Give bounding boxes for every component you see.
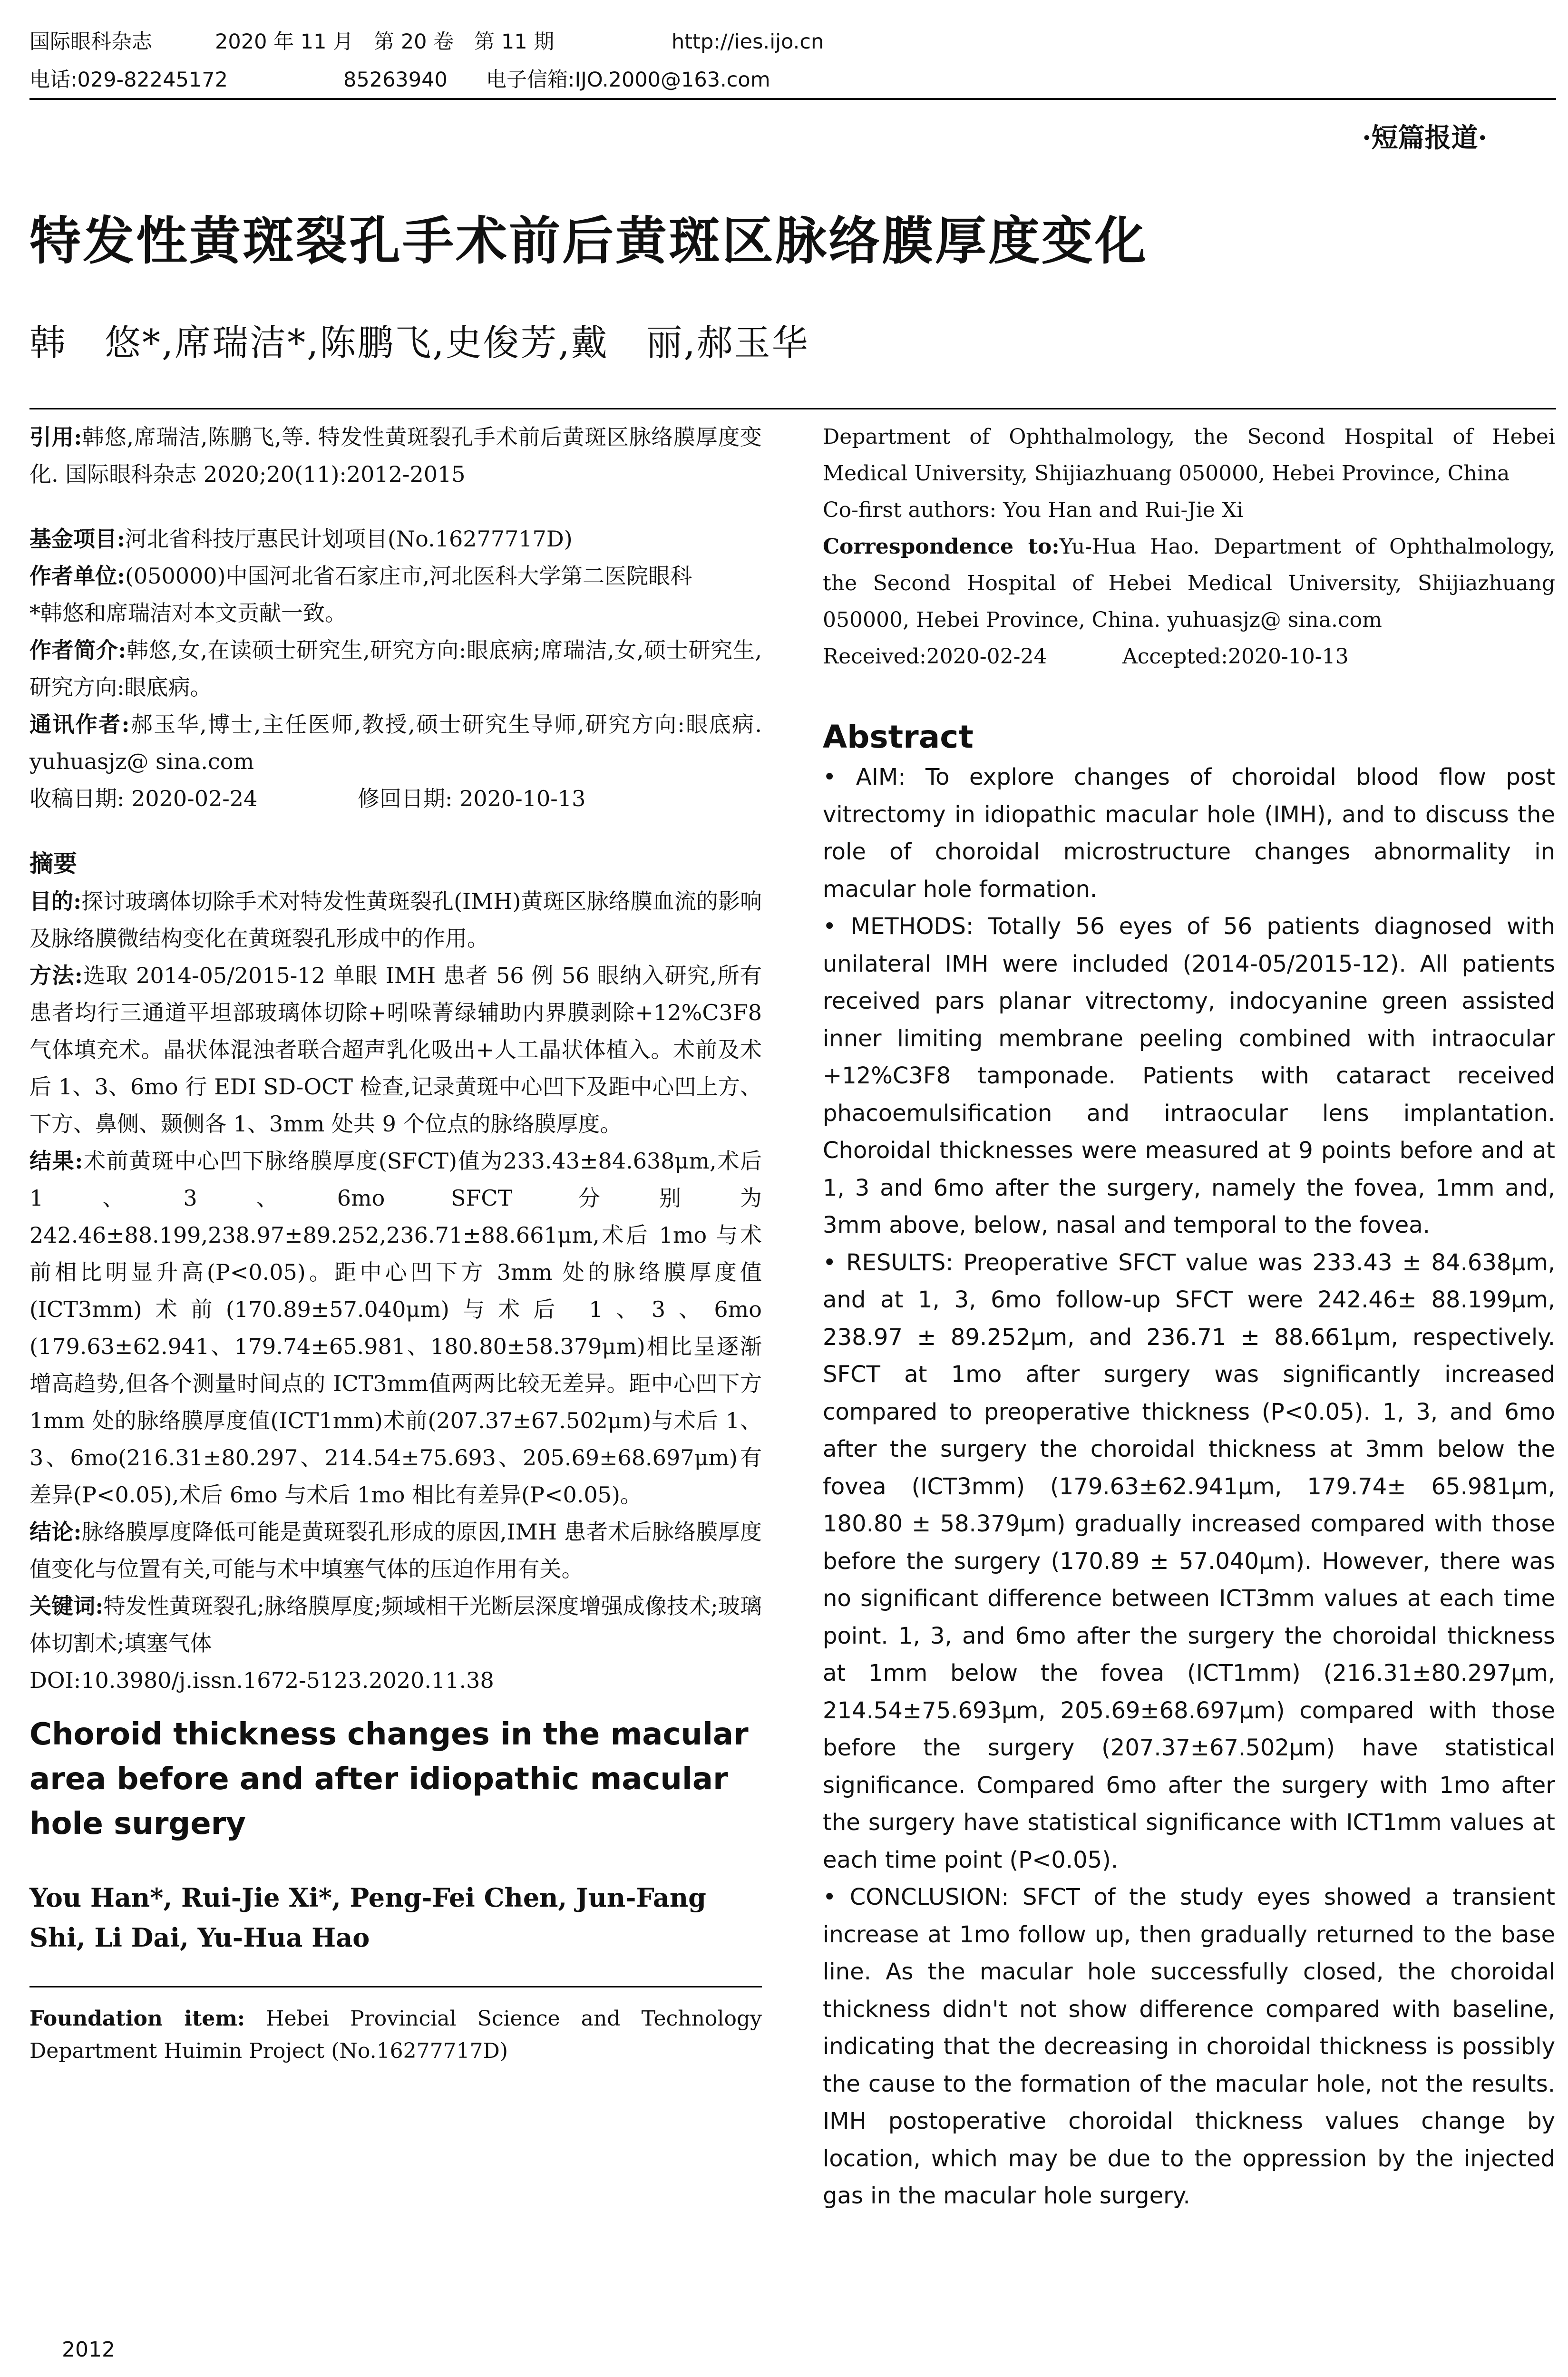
foundation-label: Foundation item:: [29, 2007, 245, 2031]
methods-label-cn: 方法:: [29, 963, 83, 988]
left-column: [29, 419, 762, 2067]
cofirst-note-cn: *韩悠和席瑞洁对本文贡献一致。: [29, 600, 347, 626]
corr-label-en: Correspondence to:: [823, 535, 1060, 559]
article-info-cn: [29, 520, 762, 817]
aim-label-cn: 目的:: [29, 888, 82, 914]
abstract-cn: [29, 883, 762, 1699]
authors-cn: 韩 悠*,席瑞洁*,陈鹏飞,史俊芳,戴 丽,郝玉华: [29, 321, 809, 364]
right-column: [823, 419, 1555, 2215]
department-en: Department of Ophthalmology, the Second Hospital of Hebei Medical University, Shijiazhuang 050000, Hebei Province, China: [823, 425, 1555, 486]
header-rule: [29, 98, 1556, 100]
conclusion-label-cn: 结论:: [29, 1519, 82, 1545]
journal-name: 国际眼科杂志: [29, 30, 152, 54]
article-title-en: Choroid thickness changes in the macular area before and after idiopathic macular hole surgery: [29, 1717, 749, 1841]
corr-text-en: Yu-Hua Hao. Department of Ophthalmology, the Second Hospital of Hebei Medical University, Shijiazhuang 050000, Hebei Province, China. yuhuasjz@ sina.com: [823, 535, 1555, 632]
unit-label: 作者单位:: [29, 563, 125, 589]
aim-en: • AIM: To explore changes of choroidal blood flow post vitrectomy in idiopathic macular hole (IMH), and to discuss the role of choroidal microstructure changes abnormality in macular hole formation.: [823, 764, 1555, 903]
journal-url: http://ies.ijo.cn: [672, 30, 824, 54]
results-label-cn: 结果:: [29, 1148, 83, 1174]
foundation-item: [29, 2003, 762, 2067]
fund-text: 河北省科技厅惠民计划项目(No.16277717D): [125, 526, 573, 552]
journal-email: 电子信箱:IJO.2000@163.com: [486, 68, 770, 92]
fund-label: 基金项目:: [29, 526, 125, 552]
section-tag: ·短篇报道·: [1362, 122, 1487, 154]
journal-header: [29, 23, 1542, 99]
methods-en: • METHODS: Totally 56 eyes of 56 patients diagnosed with unilateral IMH were included (2014-05/2015-12). All patients received pars planar vitrectomy, indocyanine green assisted inner limiting membrane peeling combined with intraocular +12%C3F8 tamponade. Patients with cataract received phacoemulsification and intraocular lens implantation. Choroidal thicknesses were measured at 9 points before and at 1, 3 and 6mo after the surgery, namely the fovea, 1mm and, 3mm above, below, nasal and temporal to the fovea.: [823, 913, 1555, 1238]
article-info-en: [823, 419, 1555, 675]
citation-label: 引用:: [29, 424, 82, 450]
foundation-rule: [29, 1986, 762, 1987]
cofirst-en: Co-first authors: You Han and Rui-Jie Xi: [823, 498, 1244, 522]
citation-text: 韩悠,席瑞洁,陈鹏飞,等. 特发性黄斑裂孔手术前后黄斑区脉络膜厚度变化. 国际眼科杂志 2020;20(11):2012-2015: [29, 424, 762, 487]
keywords-label-cn: 关键词:: [29, 1593, 104, 1619]
authors-en: You Han*, Rui-Jie Xi*, Peng-Fei Chen, Jun-Fang Shi, Li Dai, Yu-Hua Hao: [29, 1882, 706, 1953]
revised-cn: 修回日期: 2020-10-13: [358, 786, 586, 811]
corr-text-cn: 郝玉华,博士,主任医师,教授,硕士研究生导师,研究方向:眼底病. yuhuasjz@ sina.com: [29, 711, 762, 774]
journal-phone2: 85263940: [343, 68, 448, 92]
doi: DOI:10.3980/j.issn.1672-5123.2020.11.38: [29, 1667, 494, 1693]
abstract-en: [823, 759, 1555, 2215]
article-title-cn: 特发性黄斑裂孔手术前后黄斑区脉络膜厚度变化: [29, 212, 1149, 271]
received-en: Received:2020-02-24: [823, 644, 1047, 669]
abstract-en-heading: Abstract: [823, 719, 974, 755]
methods-text-cn: 选取 2014-05/2015-12 单眼 IMH 患者 56 例 56 眼纳入研究,所有患者均行三通道平坦部玻璃体切除+吲哚菁绿辅助内界膜剥除+12%C3F8气体填充术。晶状体混浊者联合超声乳化吸出+人工晶状体植入。术前及术后 1、3、6mo 行 EDI SD-OCT 检查,记录黄斑中心凹下及距中心凹上方、下方、鼻侧、颞侧各 1、3mm 处共 9 个位点的脉络膜厚度。: [29, 963, 762, 1137]
foundation-text: Hebei Provincial Science and Technology Department Huimin Project (No.16277717D): [29, 2007, 762, 2063]
abstract-cn-heading: 摘要: [29, 850, 77, 877]
journal-issue: 2020 年 11 月 第 20 卷 第 11 期: [215, 30, 555, 54]
results-en: • RESULTS: Preoperative SFCT value was 233.43 ± 84.638μm, and at 1, 3, 6mo follow-up SFCT were 242.46± 88.199μm, 238.97 ± 89.252μm, and 236.71 ± 88.661μm, respectively. SFCT at 1mo after surgery was significantly increased compared to preoperative thickness (P<0.05). 1, 3, and 6mo after the surgery the choroidal thickness at 3mm below the fovea (ICT3mm) (179.63±62.941μm, 179.74± 65.981μm, 180.80 ± 58.379μm) gradually increased compared with those before the surgery (170.89 ± 57.040μm). However, there was no significant difference between ICT3mm values at each time point. 1, 3, and 6mo after the surgery the choroidal thickness at 1mm below the fovea (ICT1mm) (216.31±80.297μm, 214.54±75.693μm, 205.69±68.697μm) compared with those before the surgery (207.37±67.502μm) have statistical significance. Compared 6mo after the surgery with 1mo after the surgery have statistical significance with ICT1mm values at each time point (P<0.05).: [823, 1249, 1555, 1873]
accepted-en: Accepted:2020-10-13: [1122, 644, 1349, 669]
corr-label-cn: 通讯作者:: [29, 711, 130, 737]
citation: [29, 419, 762, 493]
received-cn: 收稿日期: 2020-02-24: [29, 786, 258, 811]
conclusion-en: • CONCLUSION: SFCT of the study eyes showed a transient increase at 1mo follow up, then gradually returned to the base line. As the macular hole successfully closed, the choroidal thickness didn't not show difference compared with baseline, indicating that the decreasing in choroidal thickness is possibly the cause to the formation of the macular hole, not the results. IMH postoperative choroidal thickness values change by location, which may be due to the oppression by the injected gas in the macular hole surgery.: [823, 1884, 1555, 2209]
results-text-cn: 术前黄斑中心凹下脉络膜厚度(SFCT)值为233.43±84.638μm,术后 1、3、6mo SFCT 分别为 242.46±88.199,238.97±89.252,236.71±88.661μm,术后 1mo 与术前相比明显升高(P<0.05)。距中心凹下方 3mm 处的脉络膜厚度值(ICT3mm)术前(170.89±57.040μm)与术后 1、3、6mo (179.63±62.941、179.74±65.981、180.80±58.379μm)相比呈逐渐增高趋势,但各个测量时间点的 ICT3mm值两两比较无差异。距中心凹下方 1mm 处的脉络膜厚度值(ICT1mm)术前(207.37±67.502μm)与术后 1、3、6mo(216.31±80.297、214.54±75.693、205.69±68.697μm)有差异(P<0.05),术后 6mo 与术后 1mo 相比有差异(P<0.05)。: [29, 1148, 762, 1508]
bio-label: 作者简介:: [29, 637, 127, 663]
aim-text-cn: 探讨玻璃体切除手术对特发性黄斑裂孔(IMH)黄斑区脉络膜血流的影响及脉络膜微结构变化在黄斑裂孔形成中的作用。: [29, 888, 762, 951]
bio-text: 韩悠,女,在读硕士研究生,研究方向:眼底病;席瑞洁,女,硕士研究生,研究方向:眼底病。: [29, 637, 762, 700]
keywords-text-cn: 特发性黄斑裂孔;脉络膜厚度;频域相干光断层深度增强成像技术;玻璃体切割术;填塞气体: [29, 1593, 762, 1656]
page-number: 2012: [62, 2338, 115, 2362]
conclusion-text-cn: 脉络膜厚度降低可能是黄斑裂孔形成的原因,IMH 患者术后脉络膜厚度值变化与位置有关,可能与术中填塞气体的压迫作用有关。: [29, 1519, 762, 1582]
title-rule: [29, 408, 1556, 409]
unit-text: (050000)中国河北省石家庄市,河北医科大学第二医院眼科: [125, 563, 692, 589]
journal-phone: 电话:029-82245172: [29, 68, 228, 92]
